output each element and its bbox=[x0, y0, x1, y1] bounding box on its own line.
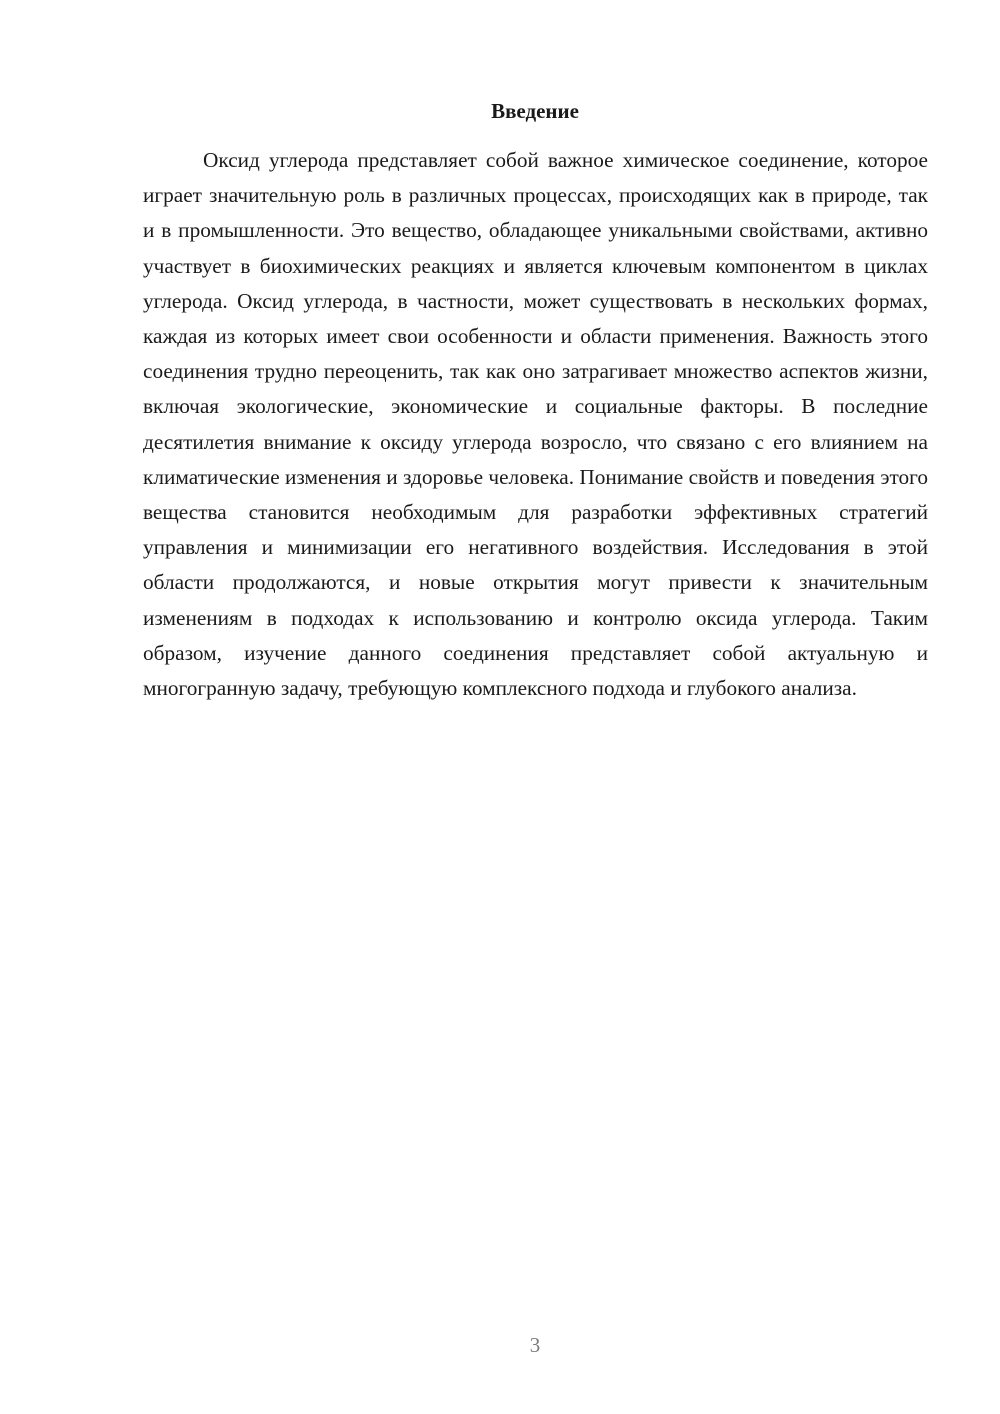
body-paragraph: Оксид углерода представляет собой важное химическое соединение, которое играет значительную роль в различных процессах, происходящих как в природе, так и в промышленности. Это вещество, обладающее уникальными свойствами, активно участвует в биохимических реакциях и является ключевым компонентом в циклах углерода. Оксид углерода, в частности, может существовать в нескольких формах, каждая из которых имеет свои особенности и области применения. Важность этого соединения трудно переоценить, так как оно затрагивает множество аспектов жизни, включая экологические, экономические и социальные факторы. В последние десятилетия внимание к оксиду углерода возросло, что связано с его влиянием на климатические изменения и здоровье человека. Понимание свойств и поведения этого вещества становится необходимым для разработки эффективных стратегий управления и минимизации его негативного воздействия. Исследования в этой области продолжаются, и новые открытия могут привести к значительным изменениям в подходах к использованию и контролю оксида углерода. Таким образом, изучение данного соединения представляет собой актуальную и многогранную задачу, требующую комплексного подхода и глубокого анализа. bbox=[143, 148, 928, 701]
section-title: Введение bbox=[491, 99, 579, 123]
page-number: 3 bbox=[529, 1333, 541, 1357]
